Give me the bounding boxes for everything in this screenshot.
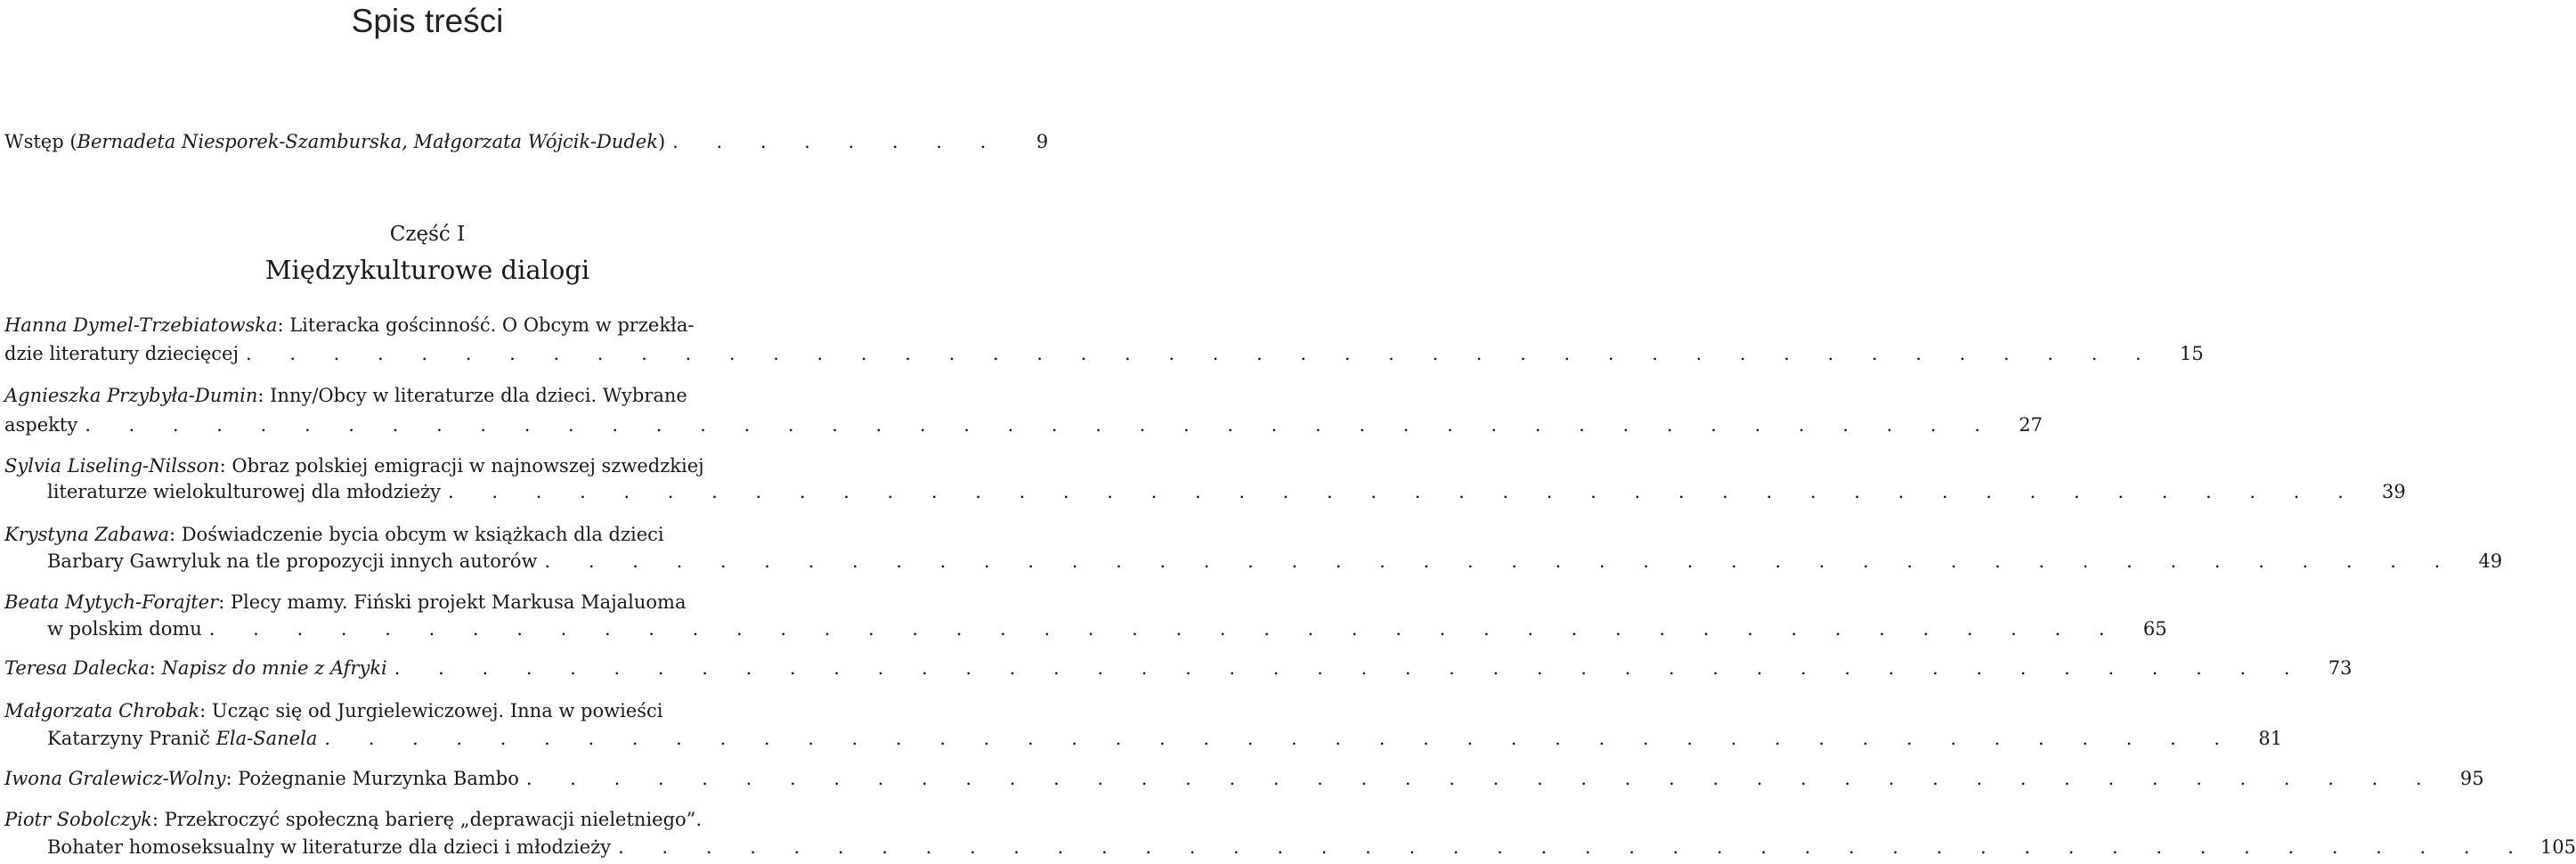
toc-entry-line1[interactable] — [4, 452, 852, 480]
toc-entry-line2[interactable] — [47, 833, 2576, 861]
toc-entry-text — [47, 724, 317, 753]
toc-entry-text — [4, 520, 852, 549]
entry-author: Agnieszka Przybyła-Dumin — [4, 385, 258, 406]
toc-entry-text — [4, 654, 387, 682]
entry-title-italic: Ela-Sanela — [215, 728, 318, 749]
entry-title-cont: Bohater homoseksualny w literaturze dla dzieci i młodzieży — [47, 836, 612, 858]
dot-leader: . . . . . . . . . . . . . . . . . . . . . . . . . . . . . . . . . . . . . . . . . . . . — [448, 481, 2360, 502]
dot-leader: . . . . . . . . . . . . . . . . . . . . . . . . . . . . . . . . . . . . . . . . . . . . — [85, 414, 1996, 436]
entry-title: Napisz do mnie z Afryki — [161, 657, 387, 679]
entry-author: Piotr Sobolczyk — [4, 809, 152, 830]
entry-author: Beata Mytych-Forajter — [4, 591, 219, 613]
page-number: 81 — [2258, 728, 2283, 749]
entry-author: Iwona Gralewicz-Wolny — [4, 768, 226, 789]
toc-entry-line1[interactable] — [4, 311, 852, 339]
dot-leader: . . . . . . . . . . . . . . . . . . . . . . . . . . . . . . . . . . . . . . . . . . . . — [544, 550, 2457, 572]
entry-author: Teresa Dalecka — [4, 657, 150, 679]
page-number: 73 — [2328, 657, 2353, 679]
toc-entry-line1[interactable] — [4, 805, 852, 834]
toc-entry[interactable] — [4, 764, 2484, 793]
entry-title-cont: Katarzyny Pranič — [47, 728, 216, 749]
dot-leader: . . . . . . . . . . . . . . . . . . . . . . . . . . . . . . . . . . . . . . . . . . . . — [525, 768, 2438, 789]
entry-sep: : — [149, 657, 162, 679]
toc-entry-text — [4, 311, 852, 339]
dot-leader: . . . . . . . . . . . . . . . . . . . . . . . . . . . . . . . . . . . . . . . . . . . . — [394, 657, 2306, 679]
intro-prefix: Wstęp ( — [4, 131, 77, 152]
entry-title-cont: Barbary Gawryluk na tle propozycji innych autorów — [47, 550, 538, 572]
page-number: 9 — [1036, 131, 1049, 152]
toc-entry-line1[interactable] — [4, 697, 852, 725]
toc-entry-text — [4, 452, 852, 480]
toc-entry-text — [4, 805, 852, 834]
toc-entry[interactable] — [4, 654, 2353, 682]
entry-title-cont: w polskim domu — [47, 618, 202, 640]
entry-author: Krystyna Zabawa — [4, 524, 169, 545]
page-number: 95 — [2459, 768, 2484, 789]
entry-title: : Literacka gościnność. O Obcym w przekła- — [277, 314, 695, 336]
entry-title: : Doświadczenie bycia obcym w książkach dla dzieci — [168, 524, 664, 545]
entry-author: Sylvia Liseling-Nilsson — [4, 455, 220, 477]
dot-leader: . . . . . . . . . . . . . . . . . . . . . . . . . . . . . . . . . . . . . . . . . . . . — [245, 343, 2158, 364]
entry-title: : Pożegnanie Murzynka Bambo — [225, 768, 519, 789]
toc-entry-line1[interactable] — [4, 381, 852, 410]
part-title: Międzykulturowe dialogi — [264, 255, 590, 285]
dot-leader: . . . . . . . . . . . . . . . . . . . . . . . . . . . . . . . . . . . . . . . . . . . . — [324, 728, 2237, 749]
toc-entry-line2[interactable] — [47, 477, 2406, 506]
toc-entry-line2[interactable] — [4, 411, 2043, 439]
toc-entry-text — [4, 381, 852, 410]
page-number: 15 — [2180, 343, 2204, 364]
entry-title: : Przekroczyć społeczną barierę „deprawacji nieletniego”. — [151, 809, 703, 830]
entry-title-cont: aspekty — [4, 414, 78, 436]
page-number: 105 — [2539, 836, 2576, 858]
entry-author: Hanna Dymel-Trzebiatowska — [4, 314, 278, 336]
toc-entry-text — [4, 764, 519, 793]
dot-leader: . . . . . . . . . . . . . . . . . . . . . . . . . . . . . . . . . . . . . . . . . . . . — [618, 836, 2530, 858]
page-number: 39 — [2382, 481, 2406, 502]
entry-title: : Inny/Obcy w literaturze dla dzieci. Wybrane — [257, 385, 687, 406]
part-label: Część I — [389, 223, 466, 246]
intro-suffix: ) — [657, 131, 666, 152]
entry-title: : Plecy mamy. Fiński projekt Markusa Majaluoma — [218, 591, 687, 613]
toc-entry-line2[interactable] — [47, 615, 2167, 643]
dot-leader: . . . . . . . . — [672, 131, 1003, 152]
toc-entry-line1[interactable] — [4, 520, 852, 549]
page-title: Spis treści — [351, 3, 504, 39]
toc-entry-line2[interactable] — [47, 724, 2283, 753]
entry-title: : Ucząc się od Jurgielewiczowej. Inna w powieści — [199, 700, 663, 721]
page-number: 49 — [2478, 550, 2503, 572]
entry-title-cont: literaturze wielokulturowej dla młodzieży — [47, 481, 442, 502]
entry-title: : Obraz polskiej emigracji w najnowszej szwedzkiej — [219, 455, 704, 477]
entry-title-cont: dzie literatury dziecięcej — [4, 343, 239, 364]
intro-authors: Bernadeta Niesporek-Szamburska, Małgorzata Wójcik-Dudek — [77, 131, 658, 152]
entry-author: Małgorzata Chrobak — [4, 700, 200, 721]
toc-entry-line1[interactable] — [4, 588, 852, 616]
toc-entry-line2[interactable] — [47, 547, 2503, 575]
toc-entry-intro[interactable] — [4, 127, 1049, 156]
toc-entry-line2[interactable] — [4, 339, 2204, 368]
toc-entry-text — [4, 588, 852, 616]
page-number: 27 — [2019, 414, 2043, 436]
page-number: 65 — [2142, 618, 2167, 640]
toc-entry-text — [4, 697, 852, 725]
dot-leader: . . . . . . . . . . . . . . . . . . . . . . . . . . . . . . . . . . . . . . . . . . . . — [208, 618, 2121, 640]
toc-entry-text — [4, 127, 665, 156]
